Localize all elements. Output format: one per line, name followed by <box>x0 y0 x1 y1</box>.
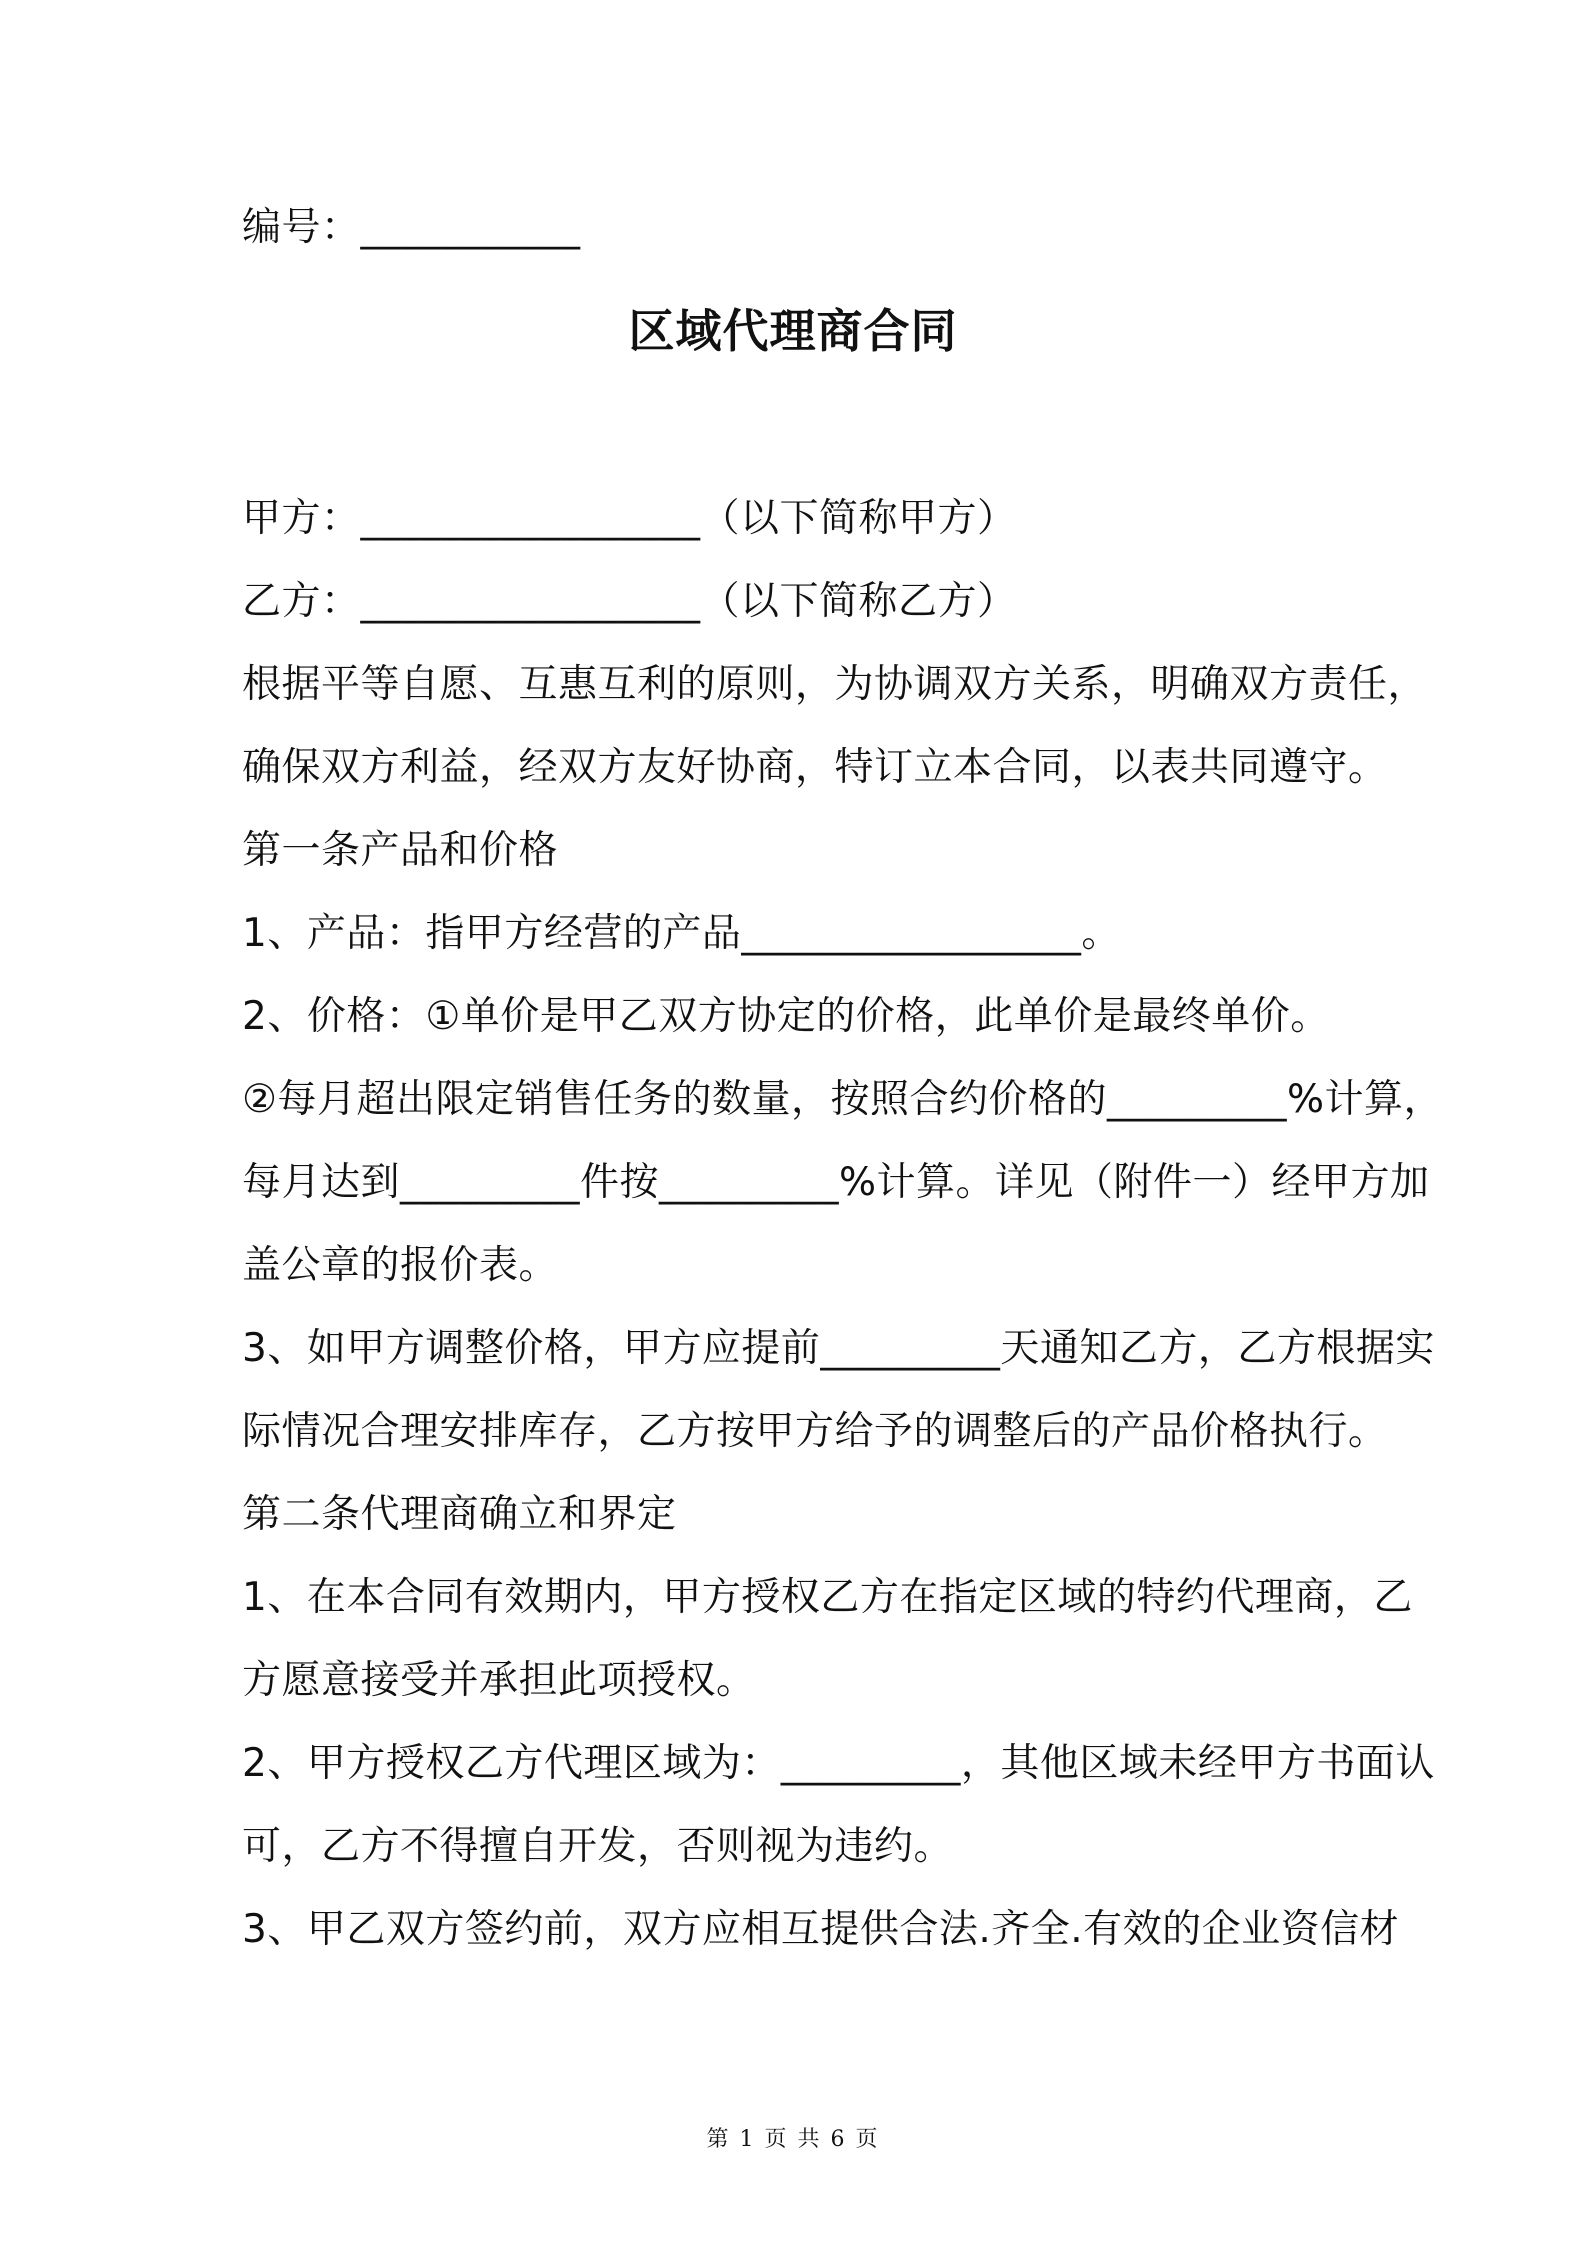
article-1-clause-2-line-2: ②每月超出限定销售任务的数量，按照合约价格的_________%计算， <box>242 1077 1444 1122</box>
party-a-line: 甲方：_________________（以下简称甲方） <box>242 496 1017 541</box>
article-2-clause-1-line-2: 方愿意接受并承担此项授权。 <box>242 1658 756 1703</box>
page-title: 区域代理商合同 <box>628 304 958 358</box>
preamble-line-2: 确保双方利益，经双方友好协商，特订立本合同，以表共同遵守。 <box>242 745 1388 790</box>
party-b-line: 乙方：_________________（以下简称乙方） <box>242 579 1017 624</box>
article-1-clause-2: 2、价格：①单价是甲乙双方协定的价格，此单价是最终单价。 <box>242 994 1330 1039</box>
serial-number-line: 编号：___________ <box>242 205 581 250</box>
article-1-clause-3: 3、如甲方调整价格，甲方应提前_________天通知乙方，乙方根据实 <box>242 1326 1435 1371</box>
article-1-clause-3-line-2: 际情况合理安排库存，乙方按甲方给予的调整后的产品价格执行。 <box>242 1409 1388 1454</box>
article-2-heading: 第二条代理商确立和界定 <box>242 1492 677 1537</box>
article-2-clause-2: 2、甲方授权乙方代理区域为：_________，其他区域未经甲方书面认 <box>242 1741 1435 1786</box>
article-1-heading: 第一条产品和价格 <box>242 828 559 873</box>
article-1-clause-2-line-3: 每月达到_________件按_________%计算。详见（附件一）经甲方加 <box>242 1160 1430 1205</box>
article-2-clause-3: 3、甲乙双方签约前，双方应相互提供合法.齐全.有效的企业资信材 <box>242 1907 1400 1952</box>
article-1-clause-1: 1、产品：指甲方经营的产品_________________。 <box>242 911 1121 956</box>
article-2-clause-2-line-2: 可，乙方不得擅自开发，否则视为违约。 <box>242 1824 954 1869</box>
page-number-footer: 第 1 页 共 6 页 <box>706 2127 880 2152</box>
preamble-line-1: 根据平等自愿、互惠互利的原则，为协调双方关系，明确双方责任， <box>242 662 1428 707</box>
article-2-clause-1: 1、在本合同有效期内，甲方授权乙方在指定区域的特约代理商，乙 <box>242 1575 1413 1620</box>
article-1-clause-2-line-4: 盖公章的报价表。 <box>242 1243 559 1288</box>
